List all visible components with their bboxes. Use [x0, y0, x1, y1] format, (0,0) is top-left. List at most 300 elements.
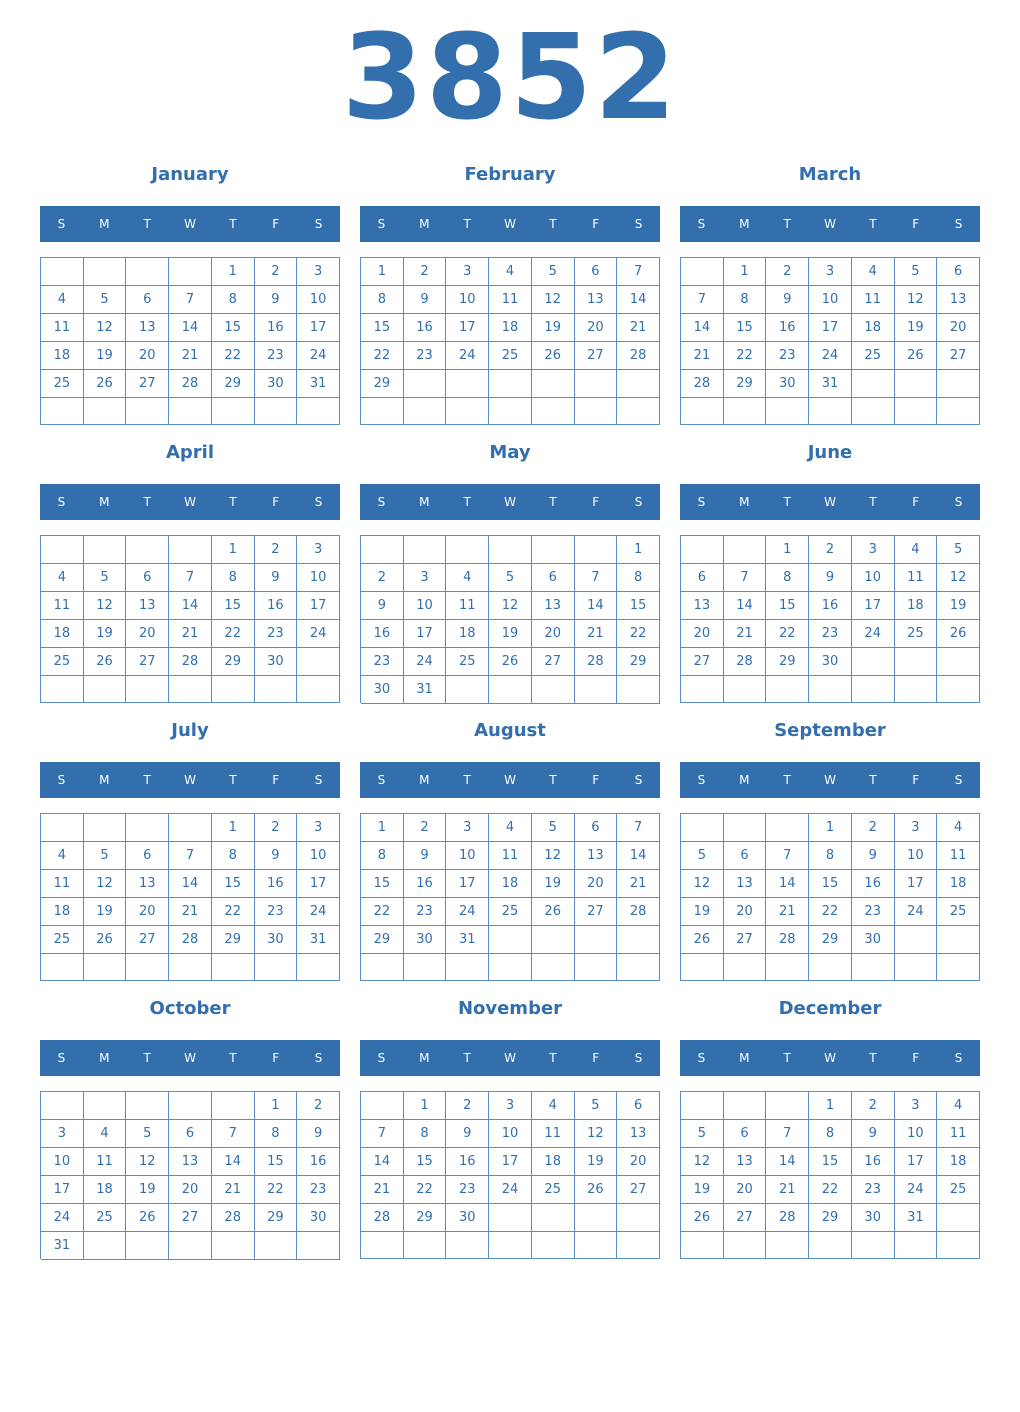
- weekday-label: S: [954, 495, 963, 509]
- day-cell: 21: [212, 1176, 255, 1204]
- empty-day-cell: [255, 954, 298, 981]
- month-name: July: [171, 720, 209, 741]
- day-cell: 13: [126, 592, 169, 620]
- empty-day-cell: [575, 1232, 618, 1259]
- day-cell: 2: [255, 536, 298, 564]
- empty-day-cell: [895, 954, 938, 981]
- empty-day-cell: [255, 676, 298, 703]
- empty-day-cell: [937, 370, 980, 398]
- empty-day-cell: [489, 926, 532, 954]
- weekday-label: S: [954, 773, 963, 787]
- weekday-label: T: [143, 495, 151, 509]
- day-cell: 1: [255, 1092, 298, 1120]
- day-cell: 3: [404, 564, 447, 592]
- day-cell: 22: [404, 1176, 447, 1204]
- day-cell: 19: [895, 314, 938, 342]
- month-name: September: [774, 720, 886, 741]
- weekday-header: [40, 484, 340, 520]
- empty-day-cell: [766, 1232, 809, 1259]
- day-cell: 26: [84, 926, 127, 954]
- day-cell: 25: [41, 926, 84, 954]
- weekday-label: M: [739, 217, 750, 231]
- day-cell: 20: [126, 620, 169, 648]
- day-cell: 3: [41, 1120, 84, 1148]
- day-cell: 10: [895, 1120, 938, 1148]
- day-cell: 26: [681, 926, 724, 954]
- empty-day-cell: [724, 398, 767, 425]
- day-cell: 30: [809, 648, 852, 676]
- day-cell: 27: [169, 1204, 212, 1232]
- day-cell: 5: [84, 564, 127, 592]
- day-cell: 5: [895, 258, 938, 286]
- weekday-label: T: [869, 1051, 877, 1065]
- empty-day-cell: [446, 536, 489, 564]
- day-cell: 29: [361, 370, 404, 398]
- day-cell: 28: [169, 926, 212, 954]
- day-cell: 2: [255, 258, 298, 286]
- day-cell: 13: [126, 314, 169, 342]
- empty-day-cell: [169, 676, 212, 703]
- day-grid: [680, 535, 980, 703]
- weekday-label: S: [314, 495, 323, 509]
- day-cell: 7: [361, 1120, 404, 1148]
- day-cell: 2: [852, 814, 895, 842]
- empty-day-cell: [84, 398, 127, 425]
- weekday-label: T: [229, 495, 237, 509]
- day-cell: 23: [809, 620, 852, 648]
- weekday-header: [680, 762, 980, 798]
- weekday-label: W: [824, 495, 836, 509]
- day-cell: 29: [766, 648, 809, 676]
- empty-day-cell: [446, 676, 489, 704]
- weekday-header: [360, 206, 660, 242]
- day-cell: 5: [681, 842, 724, 870]
- day-cell: 26: [895, 342, 938, 370]
- empty-day-cell: [169, 1092, 212, 1120]
- day-cell: 5: [84, 286, 127, 314]
- day-cell: 26: [575, 1176, 618, 1204]
- day-cell: 30: [255, 648, 298, 676]
- empty-day-cell: [446, 398, 489, 425]
- day-cell: 7: [724, 564, 767, 592]
- month-name: February: [464, 164, 556, 185]
- day-cell: 30: [255, 926, 298, 954]
- day-cell: 17: [404, 620, 447, 648]
- day-cell: 4: [41, 286, 84, 314]
- empty-day-cell: [489, 398, 532, 425]
- day-cell: 28: [361, 1204, 404, 1232]
- day-cell: 18: [937, 1148, 980, 1176]
- empty-day-cell: [361, 1092, 404, 1120]
- weekday-label: M: [739, 773, 750, 787]
- empty-day-cell: [532, 398, 575, 425]
- day-cell: 20: [126, 342, 169, 370]
- weekday-label: T: [143, 1051, 151, 1065]
- day-cell: 5: [532, 814, 575, 842]
- empty-day-cell: [617, 954, 660, 981]
- day-cell: 17: [809, 314, 852, 342]
- empty-day-cell: [169, 814, 212, 842]
- day-grid: [360, 813, 660, 981]
- empty-day-cell: [895, 926, 938, 954]
- empty-day-cell: [681, 676, 724, 703]
- empty-day-cell: [84, 676, 127, 703]
- day-cell: 3: [446, 258, 489, 286]
- day-cell: 23: [852, 898, 895, 926]
- empty-day-cell: [297, 1232, 340, 1260]
- day-cell: 3: [809, 258, 852, 286]
- weekday-label: S: [954, 217, 963, 231]
- day-grid: [40, 813, 340, 981]
- day-cell: 5: [489, 564, 532, 592]
- day-cell: 19: [489, 620, 532, 648]
- weekday-header: [680, 206, 980, 242]
- day-cell: 20: [724, 898, 767, 926]
- weekday-label: T: [143, 217, 151, 231]
- weekday-label: S: [697, 1051, 706, 1065]
- empty-day-cell: [575, 926, 618, 954]
- empty-day-cell: [681, 258, 724, 286]
- day-cell: 1: [809, 814, 852, 842]
- day-cell: 20: [532, 620, 575, 648]
- empty-day-cell: [852, 954, 895, 981]
- day-cell: 4: [852, 258, 895, 286]
- day-cell: 7: [169, 286, 212, 314]
- weekday-label: M: [99, 1051, 110, 1065]
- day-cell: 10: [446, 286, 489, 314]
- weekday-label: S: [57, 773, 66, 787]
- day-cell: 21: [361, 1176, 404, 1204]
- empty-day-cell: [937, 954, 980, 981]
- day-cell: 8: [809, 1120, 852, 1148]
- day-grid: [680, 257, 980, 425]
- day-cell: 3: [297, 814, 340, 842]
- empty-day-cell: [617, 398, 660, 425]
- day-cell: 15: [617, 592, 660, 620]
- day-cell: 9: [446, 1120, 489, 1148]
- weekday-header: [40, 1040, 340, 1076]
- weekday-header: [40, 206, 340, 242]
- day-cell: 24: [446, 898, 489, 926]
- day-cell: 4: [446, 564, 489, 592]
- day-cell: 5: [126, 1120, 169, 1148]
- day-cell: 23: [255, 898, 298, 926]
- day-cell: 11: [41, 870, 84, 898]
- month-name: December: [778, 998, 882, 1019]
- empty-day-cell: [84, 1232, 127, 1260]
- day-cell: 15: [212, 314, 255, 342]
- empty-day-cell: [169, 258, 212, 286]
- weekday-label: W: [504, 1051, 516, 1065]
- empty-day-cell: [895, 648, 938, 676]
- empty-day-cell: [766, 1092, 809, 1120]
- day-cell: 19: [532, 870, 575, 898]
- day-cell: 14: [766, 870, 809, 898]
- day-cell: 30: [255, 370, 298, 398]
- empty-day-cell: [532, 1204, 575, 1232]
- day-cell: 27: [681, 648, 724, 676]
- empty-day-cell: [404, 536, 447, 564]
- day-cell: 30: [404, 926, 447, 954]
- year-title: 3852: [341, 8, 679, 146]
- day-cell: 8: [404, 1120, 447, 1148]
- empty-day-cell: [681, 398, 724, 425]
- day-cell: 15: [212, 870, 255, 898]
- empty-day-cell: [681, 954, 724, 981]
- empty-day-cell: [937, 648, 980, 676]
- weekday-label: T: [783, 495, 791, 509]
- empty-day-cell: [766, 954, 809, 981]
- day-cell: 7: [212, 1120, 255, 1148]
- empty-day-cell: [41, 954, 84, 981]
- day-cell: 31: [895, 1204, 938, 1232]
- day-cell: 3: [895, 1092, 938, 1120]
- empty-day-cell: [297, 648, 340, 676]
- empty-day-cell: [126, 676, 169, 703]
- day-cell: 20: [724, 1176, 767, 1204]
- day-cell: 25: [895, 620, 938, 648]
- empty-day-cell: [404, 954, 447, 981]
- day-cell: 13: [126, 870, 169, 898]
- empty-day-cell: [169, 398, 212, 425]
- empty-day-cell: [724, 536, 767, 564]
- day-cell: 16: [446, 1148, 489, 1176]
- day-cell: 6: [169, 1120, 212, 1148]
- day-cell: 14: [361, 1148, 404, 1176]
- day-cell: 29: [809, 926, 852, 954]
- weekday-label: F: [912, 495, 920, 509]
- day-cell: 27: [126, 926, 169, 954]
- day-cell: 18: [895, 592, 938, 620]
- day-cell: 11: [41, 592, 84, 620]
- empty-day-cell: [852, 676, 895, 703]
- day-cell: 17: [446, 870, 489, 898]
- day-cell: 22: [809, 1176, 852, 1204]
- weekday-label: M: [739, 1051, 750, 1065]
- empty-day-cell: [617, 1204, 660, 1232]
- empty-day-cell: [681, 1232, 724, 1259]
- day-cell: 6: [532, 564, 575, 592]
- day-cell: 14: [575, 592, 618, 620]
- day-cell: 12: [489, 592, 532, 620]
- day-cell: 7: [766, 842, 809, 870]
- day-cell: 27: [724, 926, 767, 954]
- day-cell: 26: [489, 648, 532, 676]
- day-cell: 23: [297, 1176, 340, 1204]
- empty-day-cell: [852, 370, 895, 398]
- day-cell: 13: [724, 870, 767, 898]
- empty-day-cell: [126, 258, 169, 286]
- day-cell: 24: [809, 342, 852, 370]
- day-cell: 17: [852, 592, 895, 620]
- day-cell: 18: [489, 314, 532, 342]
- weekday-label: F: [592, 217, 600, 231]
- day-cell: 26: [532, 898, 575, 926]
- empty-day-cell: [532, 926, 575, 954]
- day-cell: 14: [617, 842, 660, 870]
- day-cell: 12: [126, 1148, 169, 1176]
- empty-day-cell: [84, 258, 127, 286]
- day-cell: 5: [532, 258, 575, 286]
- day-cell: 6: [575, 258, 618, 286]
- empty-day-cell: [84, 536, 127, 564]
- weekday-label: S: [634, 495, 643, 509]
- day-cell: 10: [852, 564, 895, 592]
- day-cell: 11: [84, 1148, 127, 1176]
- day-cell: 20: [681, 620, 724, 648]
- day-cell: 21: [766, 1176, 809, 1204]
- day-cell: 27: [937, 342, 980, 370]
- weekday-label: T: [463, 217, 471, 231]
- weekday-label: S: [377, 773, 386, 787]
- weekday-label: S: [57, 495, 66, 509]
- day-cell: 15: [766, 592, 809, 620]
- weekday-label: M: [419, 495, 430, 509]
- weekday-label: T: [549, 773, 557, 787]
- empty-day-cell: [126, 536, 169, 564]
- day-cell: 18: [937, 870, 980, 898]
- empty-day-cell: [532, 954, 575, 981]
- day-cell: 10: [446, 842, 489, 870]
- day-cell: 4: [532, 1092, 575, 1120]
- day-cell: 23: [361, 648, 404, 676]
- day-cell: 26: [937, 620, 980, 648]
- empty-day-cell: [41, 398, 84, 425]
- day-cell: 16: [255, 314, 298, 342]
- day-cell: 10: [489, 1120, 532, 1148]
- day-cell: 12: [937, 564, 980, 592]
- weekday-label: M: [99, 773, 110, 787]
- weekday-label: W: [184, 1051, 196, 1065]
- day-cell: 8: [212, 564, 255, 592]
- weekday-label: S: [57, 1051, 66, 1065]
- day-cell: 12: [532, 842, 575, 870]
- empty-day-cell: [937, 398, 980, 425]
- day-cell: 3: [297, 258, 340, 286]
- day-cell: 25: [41, 648, 84, 676]
- day-cell: 21: [617, 870, 660, 898]
- weekday-label: W: [824, 773, 836, 787]
- day-cell: 11: [852, 286, 895, 314]
- weekday-label: T: [783, 1051, 791, 1065]
- day-cell: 22: [766, 620, 809, 648]
- day-cell: 16: [255, 592, 298, 620]
- weekday-label: T: [783, 217, 791, 231]
- day-cell: 31: [446, 926, 489, 954]
- day-cell: 24: [297, 620, 340, 648]
- weekday-label: T: [549, 217, 557, 231]
- day-cell: 16: [255, 870, 298, 898]
- day-cell: 8: [724, 286, 767, 314]
- day-cell: 29: [212, 648, 255, 676]
- empty-day-cell: [489, 1232, 532, 1259]
- empty-day-cell: [532, 1232, 575, 1259]
- day-cell: 14: [766, 1148, 809, 1176]
- empty-day-cell: [724, 1232, 767, 1259]
- empty-day-cell: [361, 536, 404, 564]
- empty-day-cell: [41, 536, 84, 564]
- day-cell: 18: [532, 1148, 575, 1176]
- month-name: November: [457, 998, 563, 1019]
- empty-day-cell: [361, 398, 404, 425]
- day-cell: 26: [681, 1204, 724, 1232]
- weekday-label: W: [184, 495, 196, 509]
- day-cell: 15: [809, 870, 852, 898]
- empty-day-cell: [297, 398, 340, 425]
- empty-day-cell: [937, 926, 980, 954]
- day-cell: 7: [617, 258, 660, 286]
- day-cell: 30: [361, 676, 404, 704]
- weekday-label: F: [912, 773, 920, 787]
- day-cell: 24: [852, 620, 895, 648]
- day-cell: 22: [617, 620, 660, 648]
- weekday-label: M: [419, 217, 430, 231]
- day-cell: 7: [681, 286, 724, 314]
- day-cell: 19: [681, 1176, 724, 1204]
- empty-day-cell: [84, 1092, 127, 1120]
- day-cell: 21: [169, 342, 212, 370]
- day-cell: 15: [361, 870, 404, 898]
- empty-day-cell: [126, 1232, 169, 1260]
- day-cell: 3: [297, 536, 340, 564]
- day-cell: 13: [617, 1120, 660, 1148]
- day-cell: 28: [617, 342, 660, 370]
- weekday-label: W: [824, 217, 836, 231]
- day-cell: 16: [852, 870, 895, 898]
- day-grid: [680, 813, 980, 981]
- weekday-label: M: [419, 1051, 430, 1065]
- day-cell: 21: [766, 898, 809, 926]
- empty-day-cell: [937, 676, 980, 703]
- weekday-label: T: [783, 773, 791, 787]
- day-cell: 8: [255, 1120, 298, 1148]
- day-cell: 20: [169, 1176, 212, 1204]
- day-cell: 2: [361, 564, 404, 592]
- day-cell: 23: [255, 620, 298, 648]
- day-cell: 1: [212, 258, 255, 286]
- day-cell: 19: [937, 592, 980, 620]
- day-cell: 7: [169, 842, 212, 870]
- empty-day-cell: [169, 1232, 212, 1260]
- day-cell: 14: [169, 314, 212, 342]
- empty-day-cell: [41, 1092, 84, 1120]
- weekday-label: S: [634, 1051, 643, 1065]
- month-name: January: [151, 164, 229, 185]
- weekday-label: S: [314, 773, 323, 787]
- weekday-header: [40, 762, 340, 798]
- weekday-header: [680, 1040, 980, 1076]
- day-cell: 4: [937, 1092, 980, 1120]
- day-cell: 21: [575, 620, 618, 648]
- day-cell: 10: [895, 842, 938, 870]
- day-cell: 24: [895, 1176, 938, 1204]
- weekday-label: W: [184, 773, 196, 787]
- day-grid: [40, 1091, 340, 1259]
- empty-day-cell: [41, 814, 84, 842]
- day-cell: 6: [126, 842, 169, 870]
- day-cell: 25: [489, 342, 532, 370]
- day-cell: 1: [766, 536, 809, 564]
- weekday-label: S: [634, 217, 643, 231]
- weekday-label: F: [272, 1051, 280, 1065]
- day-cell: 19: [575, 1148, 618, 1176]
- empty-day-cell: [532, 536, 575, 564]
- day-cell: 30: [766, 370, 809, 398]
- weekday-label: T: [549, 1051, 557, 1065]
- empty-day-cell: [532, 370, 575, 398]
- empty-day-cell: [404, 398, 447, 425]
- day-cell: 17: [297, 314, 340, 342]
